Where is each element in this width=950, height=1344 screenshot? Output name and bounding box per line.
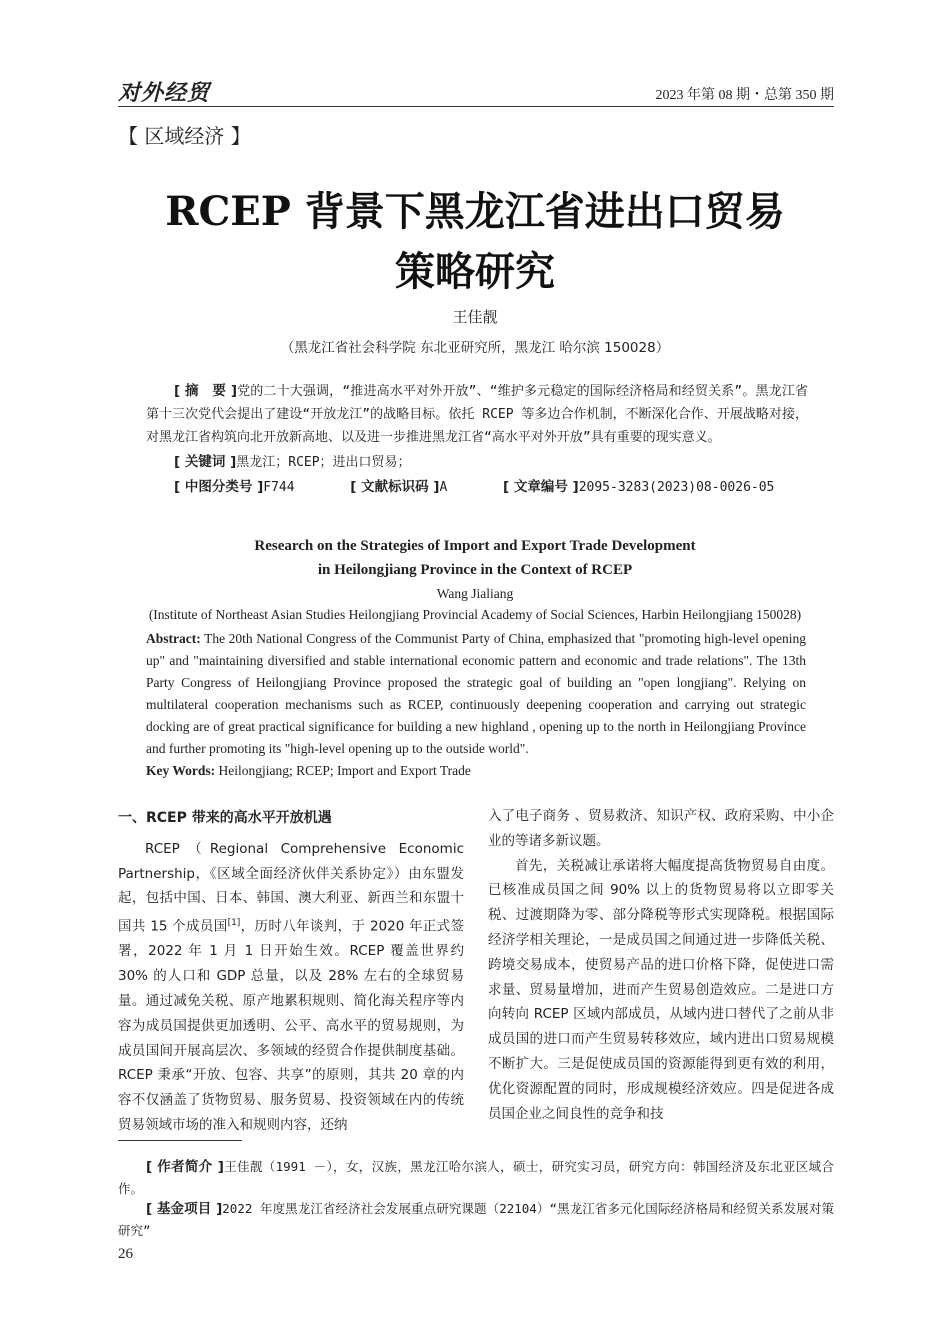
english-title-line-1: Research on the Strategies of Import and Export Trade Development bbox=[254, 538, 696, 554]
abstract-label: [ 摘 要 ] bbox=[174, 383, 237, 399]
footnote-rule bbox=[118, 1140, 242, 1141]
footnote-author bbox=[118, 1156, 834, 1199]
english-keywords-text: Heilongjiang; RCEP; Import and Export Trade bbox=[218, 763, 471, 778]
chinese-abstract bbox=[146, 380, 808, 499]
english-abstract-label: Abstract: bbox=[146, 631, 201, 646]
left-paragraph-1: RCEP（Regional Comprehensive Economic Partnership，《区域全面经济伙伴关系协定》）由东盟发起，包括中国、日本、韩国、澳大利亚、新西兰和东盟十国共 15 个成员国[1]，历时八年谈判，于 2020 年正式签署，2022 年 1 月 1 日开始生效。RCEP 覆盖世界约 30% 的人口和 GDP 总量，以及 28% 左右的全球贸易量。通过减免关税、原产地累积规则、简化海关程序等内容为成员国提供更加透明、公平、高水平的贸易规则，为成员国间开展高层次、多领域的经贸合作提供制度基础。RCEP 秉承“开放、包容、共享”的原则，其共 20 章的内容不仅涵盖了货物贸易、服务贸易、投资领域在内的传统贸易领域市场的准入和规则内容，还纳 bbox=[118, 840, 464, 1134]
clc-label: [ 中图分类号 ] bbox=[174, 479, 264, 495]
reference-1: [1] bbox=[227, 918, 241, 929]
clc-value: F744 bbox=[263, 480, 295, 495]
abstract-text: 党的二十大强调，“推进高水平对外开放”、“维护多元稳定的国际经济格局和经贸关系”。黑龙江省第十三次党代会提出了建设“开放龙江”的战略目标。依托 RCEP 等多边合作机制，不断深化合作、开展战略对接，对黑龙江省构筑向北开放新高地、以及进一步推进黑龙江省“高水平对外开放”具有重要的现实意义。 bbox=[146, 384, 808, 445]
right-paragraph-1: 入了电子商务 、贸易救济、知识产权、政府采购、中小企业的等诸多新议题。 bbox=[488, 808, 834, 849]
section-1-heading: 一、RCEP 带来的高水平开放机遇 bbox=[118, 810, 332, 826]
title-line-2: 策略研究 bbox=[395, 248, 555, 295]
english-keywords-label: Key Words: bbox=[146, 763, 216, 778]
english-title-line-2: in Heilongjiang Province in the Context of RCEP bbox=[317, 562, 633, 578]
journal-logo: 对外经贸 bbox=[118, 80, 211, 106]
english-author: Wang Jialiang bbox=[436, 586, 514, 601]
english-abstract bbox=[146, 628, 806, 782]
issue-info: 2023 年第 08 期・总第 350 期 bbox=[655, 88, 834, 103]
doc-code-value: A bbox=[439, 480, 448, 495]
right-paragraph-2: 首先，关税减让承诺将大幅度提高货物贸易自由度。已核准成员国之间 90% 以上的货物贸易将以立即零关税、过渡期降为零、部分降税等形式实现降税。根据国际经济学相关理论，一是成员国之间通过进一步降低关税、跨境交易成本，使贸易产品的进口价格下降，促使进口需求量、贸易量增加，进而产生贸易创造效应。二是进口方向转向 RCEP 区域内部成员，从域内进口替代了之前从非成员国的进口而产生贸易转移效应，域内进出口贸易规模不断扩大。三是促使成员国的资源能得到更有效的利用，优化资源配置的同时，形成规模经济效应。四是促进各成员国企业之间良性的竞争和技 bbox=[488, 857, 834, 1122]
keywords-label: [ 关键词 ] bbox=[174, 454, 237, 470]
article-number-value: 2095-3283(2023)08-0026-05 bbox=[578, 480, 775, 495]
page-number: 26 bbox=[118, 1246, 133, 1262]
keywords-cn bbox=[146, 451, 808, 474]
keywords-text: 黑龙江；RCEP；进出口贸易； bbox=[236, 455, 411, 470]
affiliation: （黑龙江省社会科学院 东北亚研究所，黑龙江 哈尔滨 150028） bbox=[280, 340, 670, 356]
article-number-label: [ 文章编号 ] bbox=[502, 479, 579, 495]
section-label: 【 区域经济 】 bbox=[118, 124, 251, 148]
author-name: 王佳靓 bbox=[452, 308, 498, 326]
fund-label: [ 基金项目 ] bbox=[146, 1201, 223, 1217]
english-affiliation: (Institute of Northeast Asian Studies Heilongjiang Provincial Academy of Social Sciences, Harbin Heilongjiang 150028) bbox=[148, 607, 802, 622]
title-line-1: RCEP 背景下黑龙江省进出口贸易 bbox=[165, 188, 785, 235]
author-bio-text: 王佳靓（1991 －），女，汉族，黑龙江哈尔滨人，硕士，研究实习员，研究方向：韩国经济及东北亚区域合作。 bbox=[118, 1159, 834, 1196]
fund-text: 2022 年度黑龙江省经济社会发展重点研究课题（22104）“黑龙江省多元化国际经济格局和经贸关系发展对策研究” bbox=[118, 1201, 834, 1238]
doc-code-label: [ 文献标识码 ] bbox=[350, 479, 440, 495]
english-abstract-text: The 20th National Congress of the Communist Party of China, emphasized that "promoting high-level opening up" and "maintaining diversified and stable international economic pattern and economic and trade relations". The 13th Party Congress of Heilongjiang Province proposed the strategic goal of building an "open longjiang". Relying on multilateral cooperation mechanisms such as RCEP, continuously deepening cooperation and carrying out strategic docking are of great practical significance for building a new highland , opening up to the north in Heilongjiang Province and further promoting its "high-level opening up to the outside world". bbox=[146, 631, 806, 756]
header-rule bbox=[118, 106, 834, 107]
body-right-column bbox=[488, 804, 834, 1126]
body-left-column bbox=[118, 806, 464, 1138]
author-bio-label: [ 作者简介 ] bbox=[146, 1159, 224, 1175]
footnote-fund bbox=[118, 1198, 834, 1241]
classification-row bbox=[146, 476, 808, 499]
